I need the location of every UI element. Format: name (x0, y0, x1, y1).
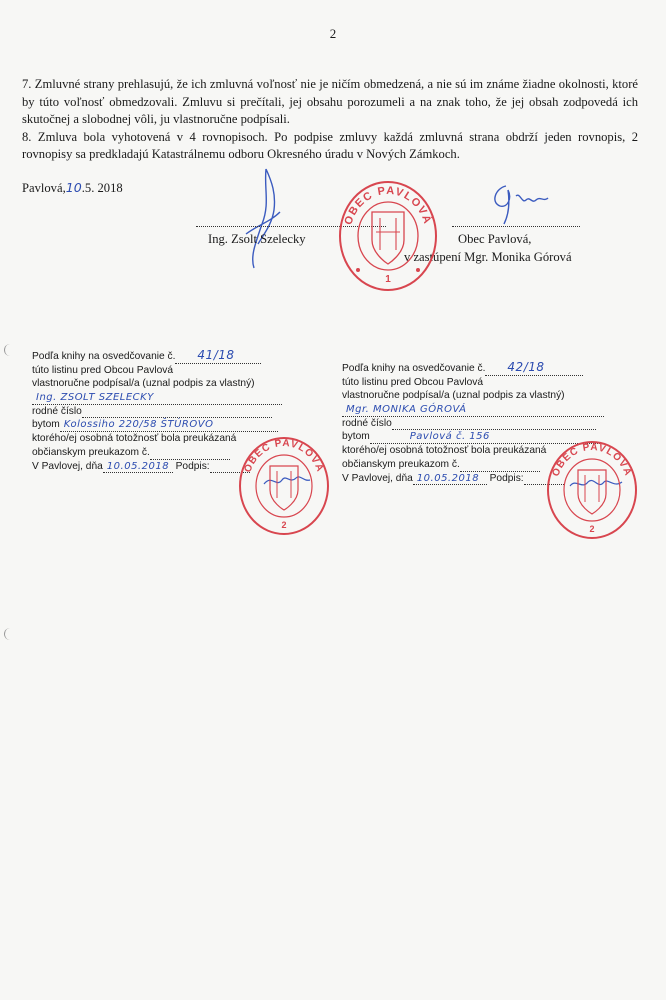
right-stamp-number: 2 (589, 524, 595, 534)
left-line3: vlastnoručne podpísal/a (uznal podpis za vlastný) (32, 378, 255, 390)
signing-place-date (22, 180, 123, 196)
left-stamp-number: 2 (281, 520, 287, 530)
right-book-label: Podľa knihy na osvedčovanie č. (342, 363, 486, 374)
punch-mark-lower (4, 628, 11, 640)
municipal-stamp-main (336, 178, 440, 294)
page-number: 2 (329, 26, 337, 41)
svg-text:OBEC PAVLOVÁ (342, 185, 434, 227)
left-address-label: bytom (32, 419, 60, 431)
left-stamp-text: OBEC PAVLOVÁ (242, 437, 326, 475)
svg-text:OBEC PAVLOVÁ (550, 442, 635, 478)
main-stamp-text: OBEC PAVLOVÁ (342, 184, 434, 227)
right-date-value: 10.05.2018 (416, 472, 480, 484)
left-birth-label: rodné číslo (32, 405, 82, 417)
punch-mark-upper (4, 344, 11, 356)
right-stamp-text: OBEC PAVLOVÁ (550, 441, 634, 479)
contract-clauses (22, 76, 638, 164)
svg-text:OBEC PAVLOVÁ (242, 438, 327, 474)
signature-gorova (486, 178, 556, 228)
left-book-number: 41/18 (197, 348, 235, 362)
right-id-card-label: občianskym preukazom č. (342, 458, 460, 470)
signature-line-right (452, 226, 580, 227)
signature-szelecky (236, 164, 296, 274)
right-date-label: V Pavlovej, dňa (342, 472, 413, 484)
verification-stamp-left (236, 434, 332, 538)
right-line3: vlastnoručne podpísal/a (uznal podpis za vlastný) (342, 390, 565, 402)
verification-stamp-right (544, 438, 640, 542)
right-address-label: bytom (342, 431, 370, 443)
main-stamp-number: 1 (385, 274, 391, 285)
clause-8: 8. Zmluva bola vyhotovená v 4 rovnopisoch. Po podpise zmluvy každá zmluvná strana obdrží jeden rovnopis, 2 rovnopisy sa predkladajú Katastrálnemu odboru Okresného úradu v Nových Zámkoch. (22, 129, 638, 161)
left-address-value: Kolossiho 220/58 ŠTÚROVO (63, 419, 214, 431)
left-person-name: Ing. ZSOLT SZELECKY (36, 392, 154, 404)
right-book-number: 42/18 (507, 360, 545, 374)
signing-month-year: .5. 2018 (81, 181, 123, 195)
signer-right-name: Obec Pavlová, (458, 232, 532, 246)
right-person-name: Mgr. MONIKA GÓROVÁ (346, 404, 467, 416)
right-address-value: Pavlová č. 156 (409, 431, 490, 443)
clause-7: 7. Zmluvné strany prehlasujú, že ich zmluvná voľnosť nie je ničím obmedzená, a nie sú im známe žiadne okolnosti, ktoré by túto voľnosť obmedzovali. Zmluvu si prečítali, jej obsahu porozumeli a na znak toho, že jej obsah zodpovedá ich skutočnej a slobodnej vôli, ju vlastnoručne podpísali. (22, 77, 638, 126)
left-id-card-label: občianskym preukazom č. (32, 446, 150, 458)
signer-left-name: Ing. Zsolt Szelecky (208, 232, 306, 246)
signing-place: Pavlová, (22, 181, 66, 195)
right-identity-label: ktorého/ej osobná totožnosť bola preukázaná (342, 445, 547, 457)
left-line2: túto listinu pred Obcou Pavlová (32, 364, 174, 376)
left-book-label: Podľa knihy na osvedčovanie č. (32, 351, 176, 362)
right-signature-label: Podpis: (489, 472, 524, 484)
right-line2: túto listinu pred Obcou Pavlová (342, 376, 484, 388)
left-date-label: V Pavlovej, dňa (32, 460, 103, 472)
signing-day-handwritten: 10 (65, 180, 82, 195)
signer-right-representative: v zastúpení Mgr. Monika Górová (404, 250, 572, 264)
left-identity-label: ktorého/ej osobná totožnosť bola preukázaná (32, 433, 237, 445)
left-date-value: 10.05.2018 (106, 460, 170, 472)
right-birth-label: rodné číslo (342, 417, 392, 429)
left-signature-label: Podpis: (175, 460, 210, 472)
